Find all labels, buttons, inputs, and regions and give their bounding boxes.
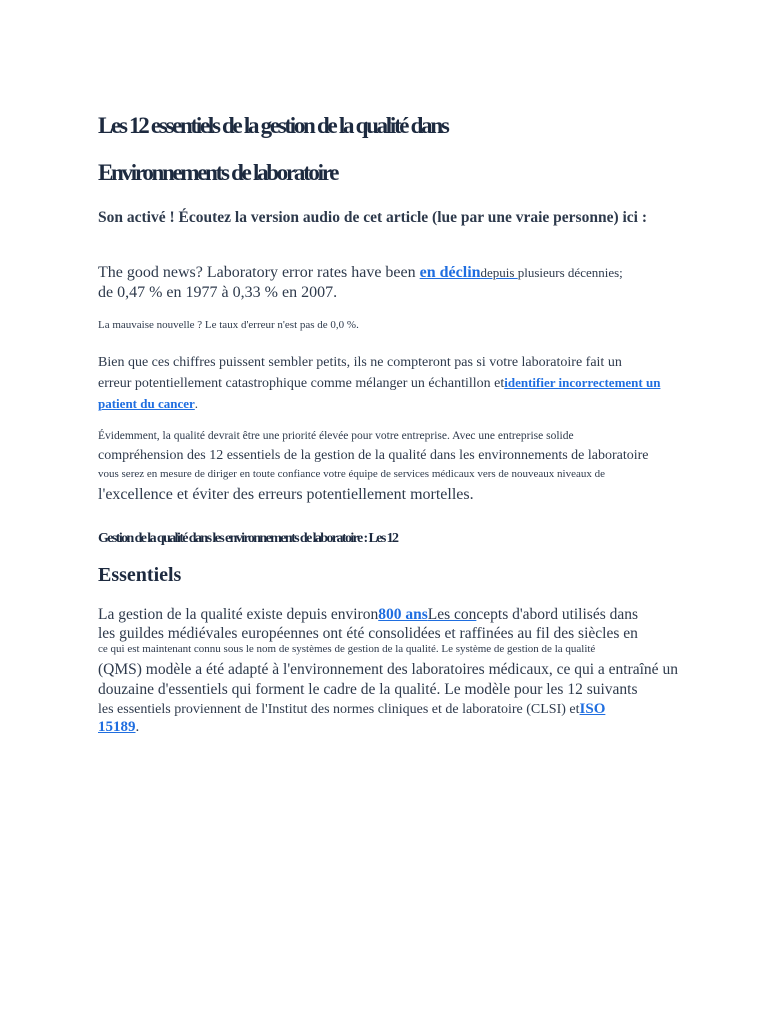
link-identifier-incorrectement[interactable]: identifier incorrectement un [504,375,661,390]
paragraph-1-tail: plusieurs décennies; [517,265,623,280]
paragraph-4-line-4: l'excellence et éviter des erreurs potentiellement mortelles. [98,486,474,503]
paragraph-5-line-1 [98,606,638,624]
paragraph-5-line-1-rest: cepts d'abord utilisés dans [476,606,639,623]
link-800-ans[interactable]: 800 ans [378,606,428,623]
link-patient-du-cancer[interactable]: patient du cancer [98,396,195,411]
paragraph-5-text: La gestion de la qualité existe depuis environ [98,606,379,623]
link-les-concepts[interactable]: Les con [427,606,477,623]
page-title-line-2: Environnements de laboratoire [98,160,338,185]
paragraph-1-line-2: de 0,47 % en 1977 à 0,33 % en 2007. [98,284,338,301]
paragraph-5-line-4: (QMS) modèle a été adapté à l'environnement des laboratoires médicaux, ce qui a entraîné un [98,661,678,678]
link-depuis[interactable]: depuis [480,265,518,280]
paragraph-1-line-1 [98,264,623,282]
paragraph-3-line-1: Bien que ces chiffres puissent sembler petits, ils ne compteront pas si votre laboratoire fait un [98,355,622,370]
link-15189[interactable]: 15189 [98,719,136,735]
paragraph-5-line-5: douzaine d'essentiels qui forment le cadre de la qualité. Le modèle pour les 12 suivants [98,681,638,698]
audio-note: Son activé ! Écoutez la version audio de cet article (lue par une vraie personne) ici : [98,209,648,226]
paragraph-5-line-7 [98,719,139,736]
link-en-declin[interactable]: en déclin [419,264,481,281]
paragraph-4-line-3: vous serez en mesure de diriger en toute confiance votre équipe de services médicaux vers de nouveaux niveaux de [98,468,606,480]
paragraph-4-line-2: compréhension des 12 essentiels de la gestion de la qualité dans les environnements de laboratoire [98,448,649,463]
page-title-line-1: Les 12 essentiels de la gestion de la qualité dans [98,113,448,138]
paragraph-3-end: . [194,396,199,411]
paragraph-3-text: erreur potentiellement catastrophique comme mélanger un échantillon et [98,376,505,391]
section-heading-line-2: Essentiels [98,564,182,586]
paragraph-3-line-3 [98,396,198,412]
paragraph-5-end: . [135,719,140,735]
paragraph-5-line-6 [98,701,631,718]
paragraph-5-line-6-text: les essentiels proviennent de l'Institut des normes cliniques et de laboratoire (CLSI) et [98,702,580,717]
paragraph-5-line-2: les guildes médiévales européennes ont été consolidées et raffinées au fil des siècles en [98,625,638,642]
section-heading-line-1: Gestion de la qualité dans les environnements de laboratoire : Les 12 [98,531,398,546]
paragraph-3-line-2 [98,375,660,392]
paragraph-4-line-1: Évidemment, la qualité devrait être une priorité élevée pour votre entreprise. Avec une entreprise solide [98,430,574,442]
paragraph-2: La mauvaise nouvelle ? Le taux d'erreur n'est pas de 0,0 %. [98,319,359,331]
link-iso[interactable]: ISO [579,701,606,717]
paragraph-1-text: The good news? Laboratory error rates have been [98,264,420,281]
paragraph-5-line-3: ce qui est maintenant connu sous le nom de systèmes de gestion de la qualité. Le système de gestion de la qualité [98,643,596,655]
